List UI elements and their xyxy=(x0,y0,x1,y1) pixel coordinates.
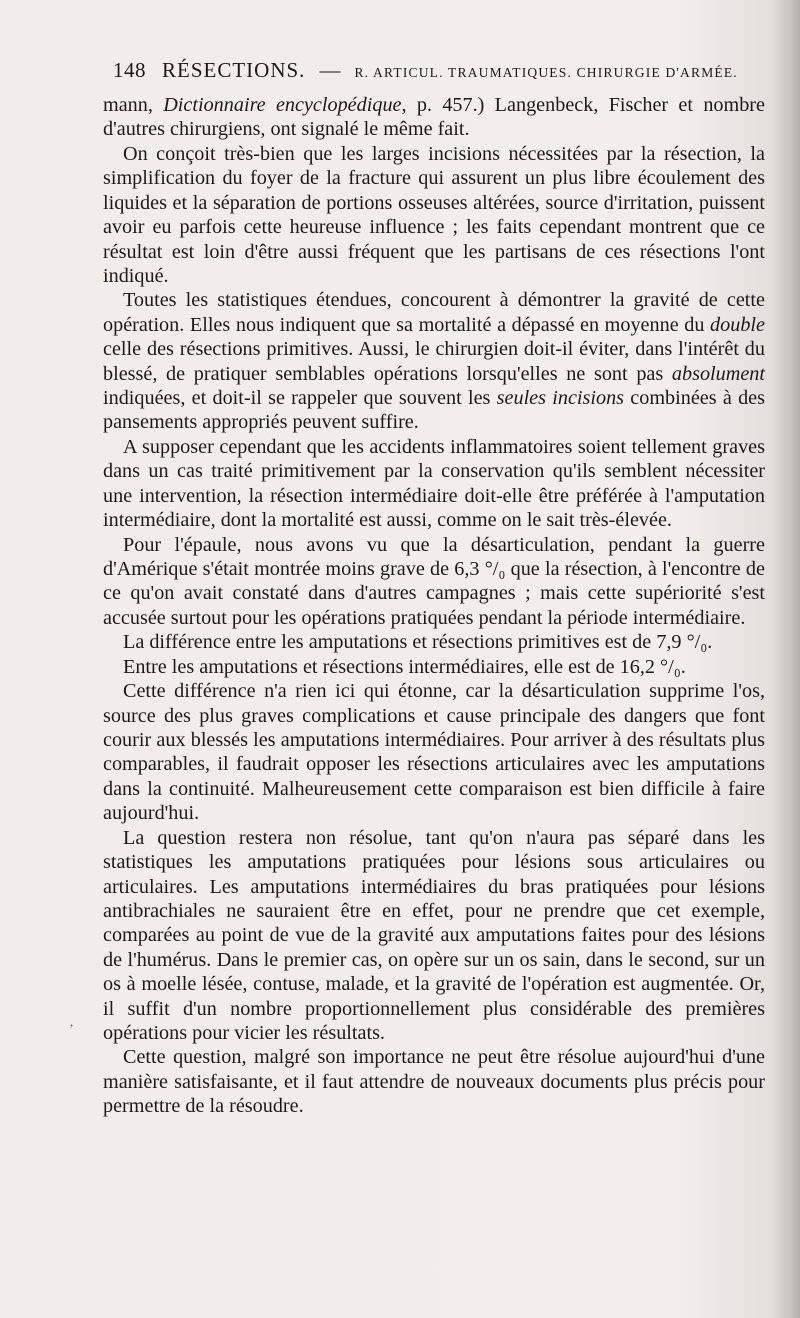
italic-text: double xyxy=(710,313,765,336)
running-subtitle: R. ARTICUL. TRAUMATIQUES. CHIRURGIE D'ARMÉE. xyxy=(354,65,738,80)
text-segment: Cette question, malgré son importance ne peut être résolue aujourd'hui d'une manière satisfaisante, et il faut attendre de nouveaux documents plus précis pour permettre de la résoudre. xyxy=(103,1046,765,1118)
text-segment: La différence entre les amputations et résections primitives est de 7,9 °/₀. xyxy=(123,631,713,654)
text-segment: combinées à des pansements appropriés peuvent suffire. xyxy=(103,387,765,434)
paragraph xyxy=(103,435,765,533)
italic-text: absolument xyxy=(671,362,765,385)
text-segment: Pour l'épaule, nous avons vu que la désarticulation, pendant la guerre d'Amérique s'était montrée moins grave de 6,3 °/₀ que la résection, à l'encontre de ce qu'on avait constaté dans d'autres campagnes ; mais cette supériorité s'est accusée surtout pour les opérations pratiquées pendant la période intermédiaire. xyxy=(103,533,765,629)
paragraph xyxy=(103,142,765,289)
paragraph xyxy=(103,630,765,654)
paragraph xyxy=(103,655,765,679)
paragraph xyxy=(103,288,765,435)
text-segment: mann, xyxy=(103,94,164,116)
text-segment: Entre les amputations et résections intermédiaires, elle est de 16,2 °/₀. xyxy=(123,655,686,678)
text-segment: A supposer cependant que les accidents inflammatoires soient tellement graves dans un cas traité primitivement par la conservation qu'ils semblent nécessiter une intervention, la résection intermédiaire doit-elle être préférée à l'amputation intermédiaire, dont la mortalité est aussi, comme on le sait très-élevée. xyxy=(103,435,765,532)
text-segment: Cette différence n'a rien ici qui étonne, car la désarticulation supprime l'os, source des plus graves complications et cause principale des dangers que font courir aux blessés les amputations intermédiaires. Pour arriver à des résultats plus comparables, il faudrait opposer les résections articulaires avec les amputations dans la continuité. Malheureusement cette comparaison est bien difficile à faire aujourd'hui. xyxy=(103,680,765,825)
paragraph xyxy=(103,679,765,826)
paragraph xyxy=(103,93,765,142)
running-header xyxy=(113,58,763,92)
text-segment: On conçoit très-bien que les larges incisions nécessitées par la résection, la simplification du foyer de la fracture qui assurent un plus libre écoulement des liquides et la séparation de portions osseuses altérées, source d'irritation, puissent avoir eu parfois cette heureuse influence ; les faits cependant montrent que ce résultat est loin d'être aussi fréquent que les partisans de ces résections l'ont indiqué. xyxy=(103,142,765,287)
text-segment: Toutes les statistiques étendues, concourent à démontrer la gravité de cette opération. Elles nous indiquent que sa mortalité a dépassé en moyenne du xyxy=(103,289,765,336)
running-title: RÉSECTIONS. xyxy=(162,58,306,82)
paragraph xyxy=(103,826,765,1046)
body-text xyxy=(103,93,765,1119)
margin-mark: , xyxy=(70,1014,74,1029)
text-segment: celle des résections primitives. Aussi, le chirurgien doit-il éviter, dans l'intérêt du blessé, de pratiquer semblables opérations lorsqu'elles ne sont pas xyxy=(103,338,765,385)
text-segment: indiquées, et doit-il se rappeler que souvent les xyxy=(103,387,497,410)
italic-text: seules incisions xyxy=(496,387,625,410)
text-segment: La question restera non résolue, tant qu'on n'aura pas séparé dans les statistiques les amputations pratiquées pour lésions sous articulaires ou articulaires. Les amputations intermédiaires du bras pratiquées pour lésions antibrachiales ne sauraient être en effet, pour ne prendre que cet exemple, comparées au point de vue de la gravité aux amputations faites pour des lésions de l'humérus. Dans le premier cas, on opère sur un os sain, dans le second, sur un os à moelle lésée, contuse, malade, et la gravité de l'opération est augmentée. Or, il suffit d'un nombre proportionnellement plus considérable des premières opérations pour vicier les résultats. xyxy=(103,826,765,1045)
paragraph xyxy=(103,1045,765,1118)
text-segment: , p. 457.) Langenbeck, Fischer et nombre d'autres chirurgiens, ont signalé le même fait. xyxy=(103,94,765,141)
page-number: 148 xyxy=(113,58,146,82)
header-separator: — xyxy=(319,58,341,82)
italic-text: Dictionnaire encyclopédique xyxy=(163,94,402,116)
paragraph xyxy=(103,533,765,631)
page-edge-shadow xyxy=(770,0,800,1318)
